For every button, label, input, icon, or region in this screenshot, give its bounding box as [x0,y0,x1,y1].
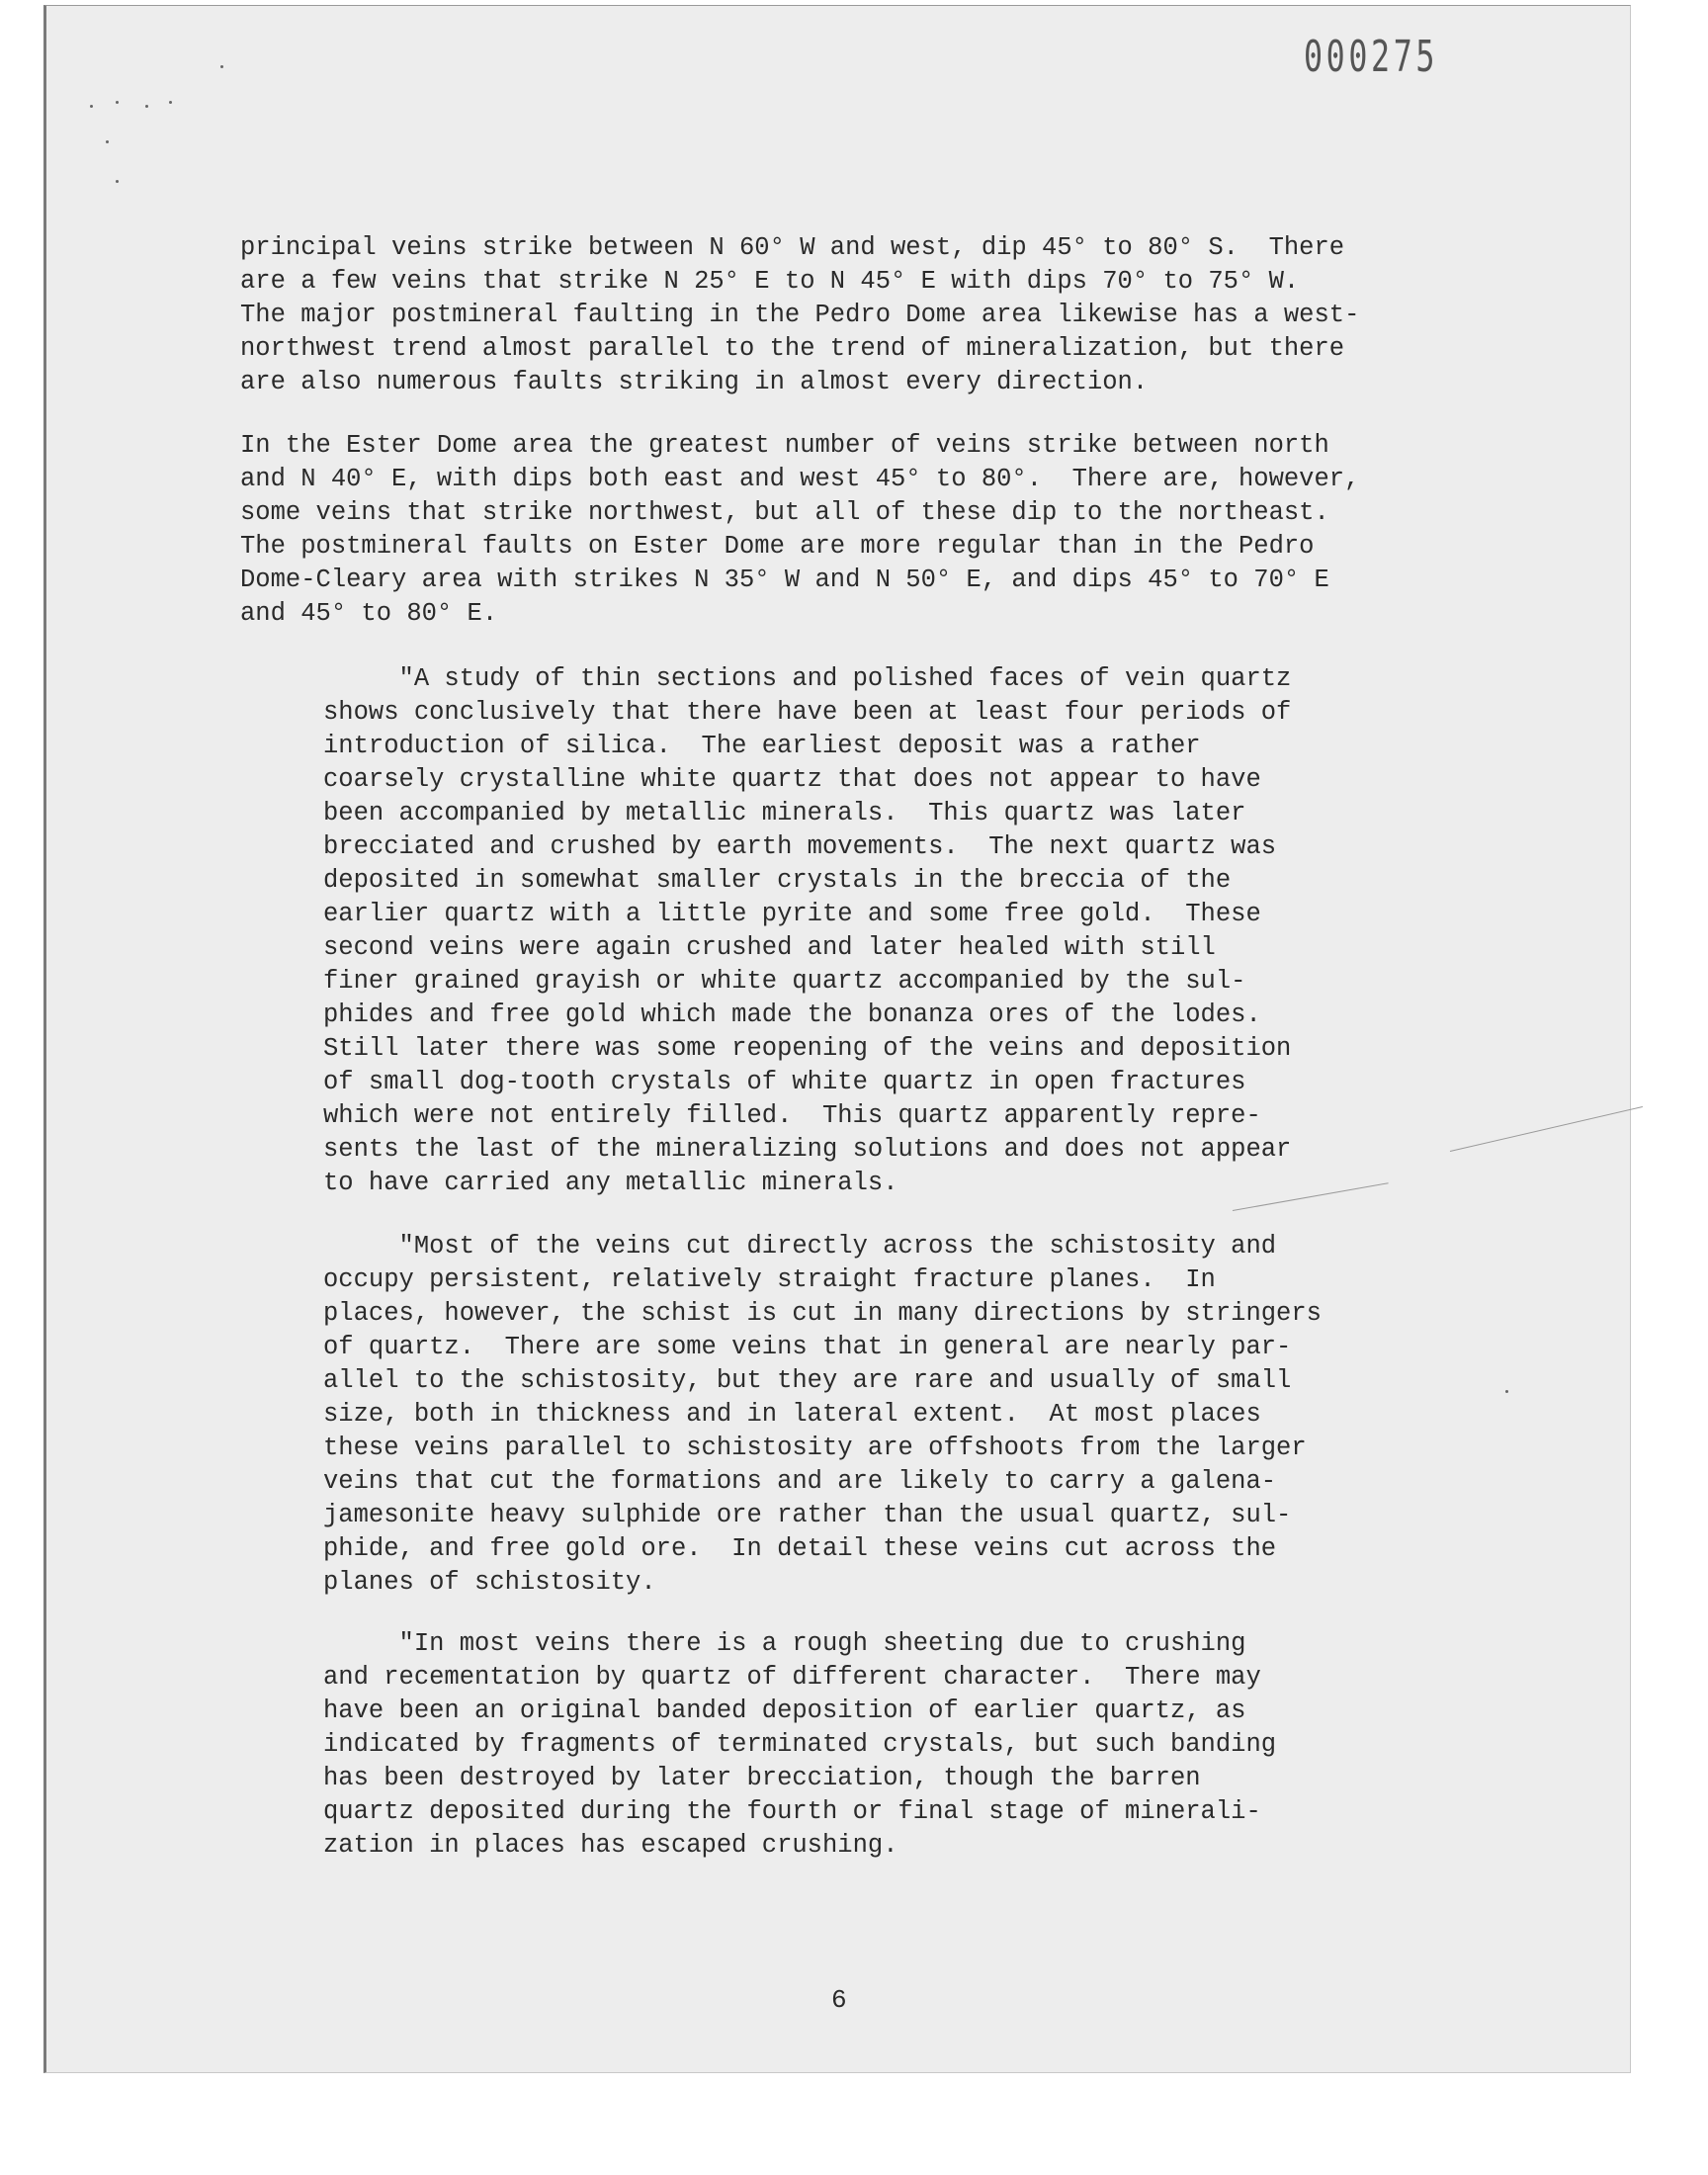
scan-speck [106,140,109,143]
scan-speck [1505,1390,1508,1393]
scan-speck [220,65,223,68]
quoted-paragraph-3: "In most veins there is a rough sheeting due to crushing and recementation by quartz of different character. There may have been an original banded deposition of earlier quartz, as indicated by fragments of terminated crystals, but such banding has been destroyed by later brecciation, though the barren quartz deposited during the fourth or final stage of minerali- zation in places has escaped crushing. [323,1629,1277,1860]
body-paragraph-2: In the Ester Dome area the greatest number of veins strike between north and N 40° E, with dips both east and west 45° to 80°. There are, however, some veins that strike northwest, but all of these dip to the northeast. The postmineral faults on Ester Dome are more regular than in the Pedro Dome-Cleary area with strikes N 35° W and N 50° E, and dips 45° to 70° E and 45° to 80° E. [240,431,1360,628]
scan-speck [116,180,119,183]
scan-speck [116,101,119,104]
document-stamp-number: 000275 [1304,32,1439,82]
scan-speck [90,105,93,108]
scan-streak [1450,1106,1643,1152]
scan-speck [145,105,148,108]
quoted-paragraph-2: "Most of the veins cut directly across the schistosity and occupy persistent, relatively straight fracture planes. In places, however, the schist is cut in many directions by stringers of quartz. There are some veins that in general are nearly par- allel to the schistosity, but they are rare and usually of small size, both in thickness and in lateral extent. At most places these veins parallel to schistosity are offshoots from the larger veins that cut the formations and are likely to carry a galena- jamesonite heavy sulphide ore rather than the usual quartz, sul- phide, and free gold ore. In detail these veins cut across the planes of schistosity. [323,1232,1322,1597]
document-page [43,5,1631,2073]
page-number: 6 [831,1985,847,2015]
body-paragraph-1: principal veins strike between N 60° W and west, dip 45° to 80° S. There are a few veins that strike N 25° E to N 45° E with dips 70° to 75° W. The major postmineral faulting in the Pedro Dome area likewise has a west- northwest trend almost parallel to the trend of mineralization, but there are also numerous faults striking in almost every direction. [240,233,1360,396]
quoted-paragraph-1: "A study of thin sections and polished faces of vein quartz shows conclusively that there have been at least four periods of introduction of silica. The earliest deposit was a rather coarsely crystalline white quartz that does not appear to have been accompanied by metallic minerals. This quartz was later brecciated and crushed by earth movements. The next quartz was deposited in somewhat smaller crystals in the breccia of the earlier quartz with a little pyrite and some free gold. These second veins were again crushed and later healed with still finer grained grayish or white quartz accompanied by the sul- phides and free gold which made the bonanza ores of the lodes. Still later there was some reopening of the veins and deposition of small dog-tooth crystals of white quartz in open fractures which were not entirely filled. This quartz apparently repre- sents the last of the mineralizing solutions and does not appear to have carried any metallic minerals. [323,664,1292,1197]
scan-speck [169,101,172,104]
